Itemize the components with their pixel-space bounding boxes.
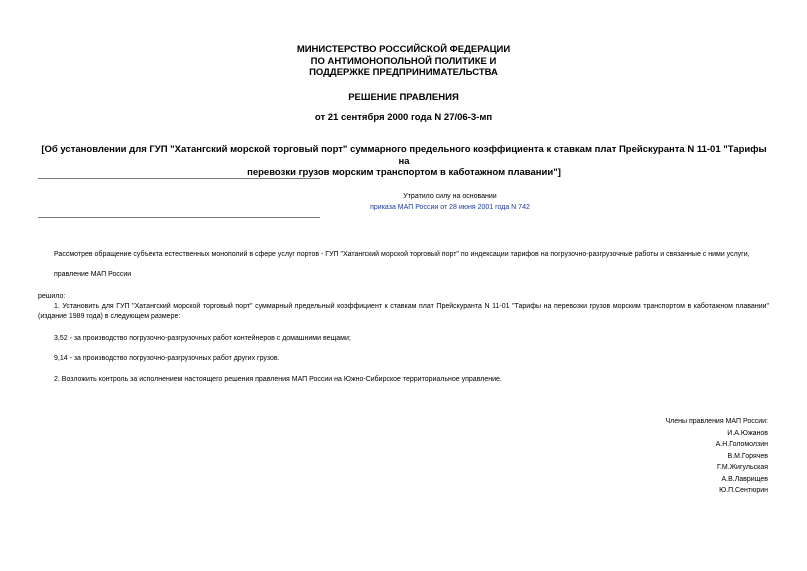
ministry-line-2: ПО АНТИМОНОПОЛЬНОЙ ПОЛИТИКЕ И [310,55,497,67]
signatory-name: Ю.П.Сентюрин [719,487,768,494]
signatures-title: Члены правления МАП России: [665,418,768,425]
rate-1-paragraph: 3,52 - за производство погрузочно-разгрузочных работ контейнеров с домашними вещами; [54,335,351,342]
ministry-line-3: ПОДДЕРЖКЕ ПРЕДПРИНИМАТЕЛЬСТВА [309,67,498,78]
item-1-paragraph: 1. Установить для ГУП "Хатангский морской торговый порт" суммарный предельный коэффициент к ставкам плат Прейскуранта N 11-01 "Тарифы на перевозки грузов морским транспортом в каботажном плавании" (издание 1989 года) в следующем размере: [38,303,769,320]
document-type: РЕШЕНИЕ ПРАВЛЕНИЯ [348,92,459,103]
document-date: от 21 сентября 2000 года N 27/06-3-мп [314,112,493,123]
subject-line-1: [Об установлении для ГУП "Хатангский морской торговый порт" суммарного предельного коэффициента к ставкам плат Прейскуранта N 11-01 "Тарифы на [41,144,767,167]
lost-force-text: Утратило силу на основании [403,193,497,200]
status-note [300,191,600,213]
item-2-paragraph: 2. Возложить контроль за исполнением настоящего решения правления МАП России на Южно-Сибирское территориальное управление. [54,376,502,383]
document-subject [40,144,768,179]
divider-top [38,178,320,179]
document-header [0,44,807,79]
repeal-order-link[interactable]: приказа МАП России от 28 июня 2001 года N 742 [370,204,530,211]
signatory-name: И.А.Южанов [727,429,768,437]
ministry-line-1: МИНИСТЕРСТВО РОССИЙСКОЙ ФЕДЕРАЦИИ [296,44,511,55]
resolved-label: решило: [38,293,66,300]
subject-line-2: перевозки грузов морским транспортом в каботажном плавании"] [247,167,561,178]
signatory-name: А.Н.Голомолзин [715,441,768,448]
signatory-name: А.В.Лаврищев [721,475,768,483]
board-paragraph: правление МАП России [54,271,132,278]
divider-bottom [38,217,320,218]
signatory-name: В.М.Горячев [727,452,768,460]
rate-2-paragraph: 9,14 - за производство погрузочно-разгрузочных работ других грузов. [54,355,280,362]
signatory-name: Г.М.Жигульская [716,464,768,471]
signatures-block [665,416,768,497]
intro-paragraph: Рассмотрев обращение субъекта естественных монополий в сфере услуг портов - ГУП "Хатангский морской торговый порт" по индексации тарифов на погрузочно-разгрузочные работы и связанные с ними услуги, [54,251,750,258]
